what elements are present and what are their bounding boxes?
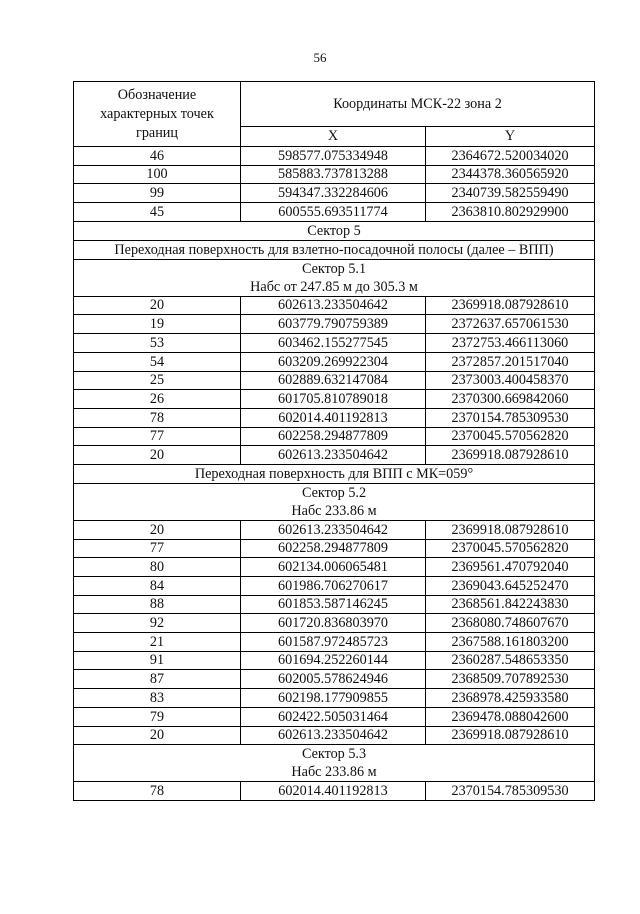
y-coordinate-cell: 2370154.785309530 [426, 782, 595, 801]
x-coordinate-cell: 602889.632147084 [241, 371, 426, 390]
y-coordinate-cell: 2369478.088042600 [426, 707, 595, 726]
point-id-cell: 80 [74, 558, 241, 577]
table-row [74, 315, 595, 334]
y-coordinate-cell: 2372857.201517040 [426, 352, 595, 371]
x-coordinate-cell: 601720.836803970 [241, 614, 426, 633]
point-id-cell: 77 [74, 427, 241, 446]
header-line: границ [136, 124, 178, 141]
y-coordinate-cell: 2369918.087928610 [426, 520, 595, 539]
x-coordinate-cell: 585883.737813288 [241, 165, 426, 184]
y-coordinate-cell: 2363810.802929900 [426, 203, 595, 222]
section-row [74, 221, 595, 240]
point-id-cell: 45 [74, 203, 241, 222]
y-coordinate-cell: 2368561.842243830 [426, 595, 595, 614]
section-heading-line: Сектор 5 [307, 222, 361, 239]
table-row [74, 782, 595, 801]
section-heading-line: Набс 233.86 м [291, 764, 377, 781]
y-coordinate-cell: 2369918.087928610 [426, 726, 595, 745]
point-id-cell: 78 [74, 782, 241, 801]
x-coordinate-cell: 602613.233504642 [241, 446, 426, 465]
y-coordinate-cell: 2367588.161803200 [426, 633, 595, 652]
point-id-cell: 20 [74, 296, 241, 315]
header-line: характерных точек [100, 105, 214, 122]
table-row [74, 520, 595, 539]
x-coordinate-cell: 602005.578624946 [241, 670, 426, 689]
y-coordinate-cell: 2370045.570562820 [426, 427, 595, 446]
y-coordinate-cell: 2369043.645252470 [426, 577, 595, 596]
table-row [74, 707, 595, 726]
section-heading-line: Сектор 5.1 [301, 260, 367, 277]
x-coordinate-cell: 602198.177909855 [241, 689, 426, 708]
table-row [74, 595, 595, 614]
table-row [74, 558, 595, 577]
x-coordinate-cell: 601853.587146245 [241, 595, 426, 614]
x-coordinate-cell: 602258.294877809 [241, 539, 426, 558]
section-heading-line: Сектор 5.2 [301, 484, 367, 501]
x-coordinate-cell: 598577.075334948 [241, 147, 426, 166]
table-row [74, 184, 595, 203]
table-row [74, 296, 595, 315]
table-row [74, 577, 595, 596]
y-coordinate-cell: 2370154.785309530 [426, 408, 595, 427]
section-row [74, 464, 595, 483]
section-heading-line: Переходная поверхность для взлетно-посадочной полосы (далее – ВПП) [114, 241, 554, 258]
point-id-cell: 84 [74, 577, 241, 596]
table-row [74, 427, 595, 446]
x-coordinate-cell: 602613.233504642 [241, 726, 426, 745]
table-row [74, 203, 595, 222]
section-row [74, 259, 595, 296]
x-coordinate-cell: 603779.790759389 [241, 315, 426, 334]
coordinates-table [73, 81, 595, 801]
y-coordinate-cell: 2370300.669842060 [426, 390, 595, 409]
point-id-cell: 25 [74, 371, 241, 390]
table-row [74, 408, 595, 427]
section-heading-line: Набс 233.86 м [291, 502, 377, 519]
x-coordinate-cell: 601986.706270617 [241, 577, 426, 596]
point-id-cell: 91 [74, 651, 241, 670]
section-row [74, 745, 595, 782]
point-id-cell: 21 [74, 633, 241, 652]
table-row [74, 670, 595, 689]
y-coordinate-cell: 2369918.087928610 [426, 296, 595, 315]
x-coordinate-cell: 602258.294877809 [241, 427, 426, 446]
table-row [74, 334, 595, 353]
table-row [74, 651, 595, 670]
header-y: Y [426, 126, 595, 146]
x-coordinate-cell: 602613.233504642 [241, 296, 426, 315]
point-id-cell: 87 [74, 670, 241, 689]
section-heading-line: Переходная поверхность для ВПП с МК=059° [194, 465, 474, 482]
y-coordinate-cell: 2360287.548653350 [426, 651, 595, 670]
point-id-cell: 20 [74, 446, 241, 465]
y-coordinate-cell: 2340739.582559490 [426, 184, 595, 203]
y-coordinate-cell: 2369918.087928610 [426, 446, 595, 465]
table-row [74, 446, 595, 465]
point-id-cell: 20 [74, 520, 241, 539]
point-id-cell: 20 [74, 726, 241, 745]
x-coordinate-cell: 603209.269922304 [241, 352, 426, 371]
point-id-cell: 53 [74, 334, 241, 353]
point-id-cell: 92 [74, 614, 241, 633]
x-coordinate-cell: 601705.810789018 [241, 390, 426, 409]
x-coordinate-cell: 602014.401192813 [241, 782, 426, 801]
x-coordinate-cell: 602134.006065481 [241, 558, 426, 577]
section-row [74, 240, 595, 259]
table-row [74, 352, 595, 371]
point-id-cell: 99 [74, 184, 241, 203]
point-id-cell: 77 [74, 539, 241, 558]
x-coordinate-cell: 602613.233504642 [241, 520, 426, 539]
point-id-cell: 46 [74, 147, 241, 166]
point-id-cell: 88 [74, 595, 241, 614]
section-heading [74, 221, 595, 240]
y-coordinate-cell: 2344378.360565920 [426, 165, 595, 184]
table-row [74, 539, 595, 558]
y-coordinate-cell: 2368978.425933580 [426, 689, 595, 708]
x-coordinate-cell: 602422.505031464 [241, 707, 426, 726]
point-id-cell: 83 [74, 689, 241, 708]
y-coordinate-cell: 2364672.520034020 [426, 147, 595, 166]
section-heading [74, 745, 595, 782]
header-coordinates: Координаты МСК-22 зона 2 [241, 82, 595, 127]
section-heading-line: Сектор 5.3 [301, 746, 367, 763]
table-row [74, 165, 595, 184]
header-point-designation [74, 82, 241, 147]
x-coordinate-cell: 603462.155277545 [241, 334, 426, 353]
table-row [74, 614, 595, 633]
point-id-cell: 79 [74, 707, 241, 726]
table-row [74, 147, 595, 166]
x-coordinate-cell: 600555.693511774 [241, 203, 426, 222]
y-coordinate-cell: 2368080.748607670 [426, 614, 595, 633]
table-row [74, 390, 595, 409]
y-coordinate-cell: 2372637.657061530 [426, 315, 595, 334]
point-id-cell: 100 [74, 165, 241, 184]
table-row [74, 633, 595, 652]
table-row [74, 726, 595, 745]
section-heading [74, 240, 595, 259]
point-id-cell: 54 [74, 352, 241, 371]
section-heading [74, 483, 595, 520]
table-row [74, 689, 595, 708]
y-coordinate-cell: 2372753.466113060 [426, 334, 595, 353]
header-line: Обозначение [117, 86, 197, 103]
point-id-cell: 26 [74, 390, 241, 409]
section-heading-line: Набс от 247.85 м до 305.3 м [250, 278, 418, 295]
point-id-cell: 78 [74, 408, 241, 427]
section-heading [74, 259, 595, 296]
y-coordinate-cell: 2370045.570562820 [426, 539, 595, 558]
x-coordinate-cell: 602014.401192813 [241, 408, 426, 427]
point-id-cell: 19 [74, 315, 241, 334]
x-coordinate-cell: 601694.252260144 [241, 651, 426, 670]
y-coordinate-cell: 2369561.470792040 [426, 558, 595, 577]
section-heading [74, 464, 595, 483]
y-coordinate-cell: 2368509.707892530 [426, 670, 595, 689]
x-coordinate-cell: 601587.972485723 [241, 633, 426, 652]
section-row [74, 483, 595, 520]
y-coordinate-cell: 2373003.400458370 [426, 371, 595, 390]
header-x: X [241, 126, 426, 146]
page-number: 56 [313, 50, 327, 65]
x-coordinate-cell: 594347.332284606 [241, 184, 426, 203]
table-row [74, 371, 595, 390]
